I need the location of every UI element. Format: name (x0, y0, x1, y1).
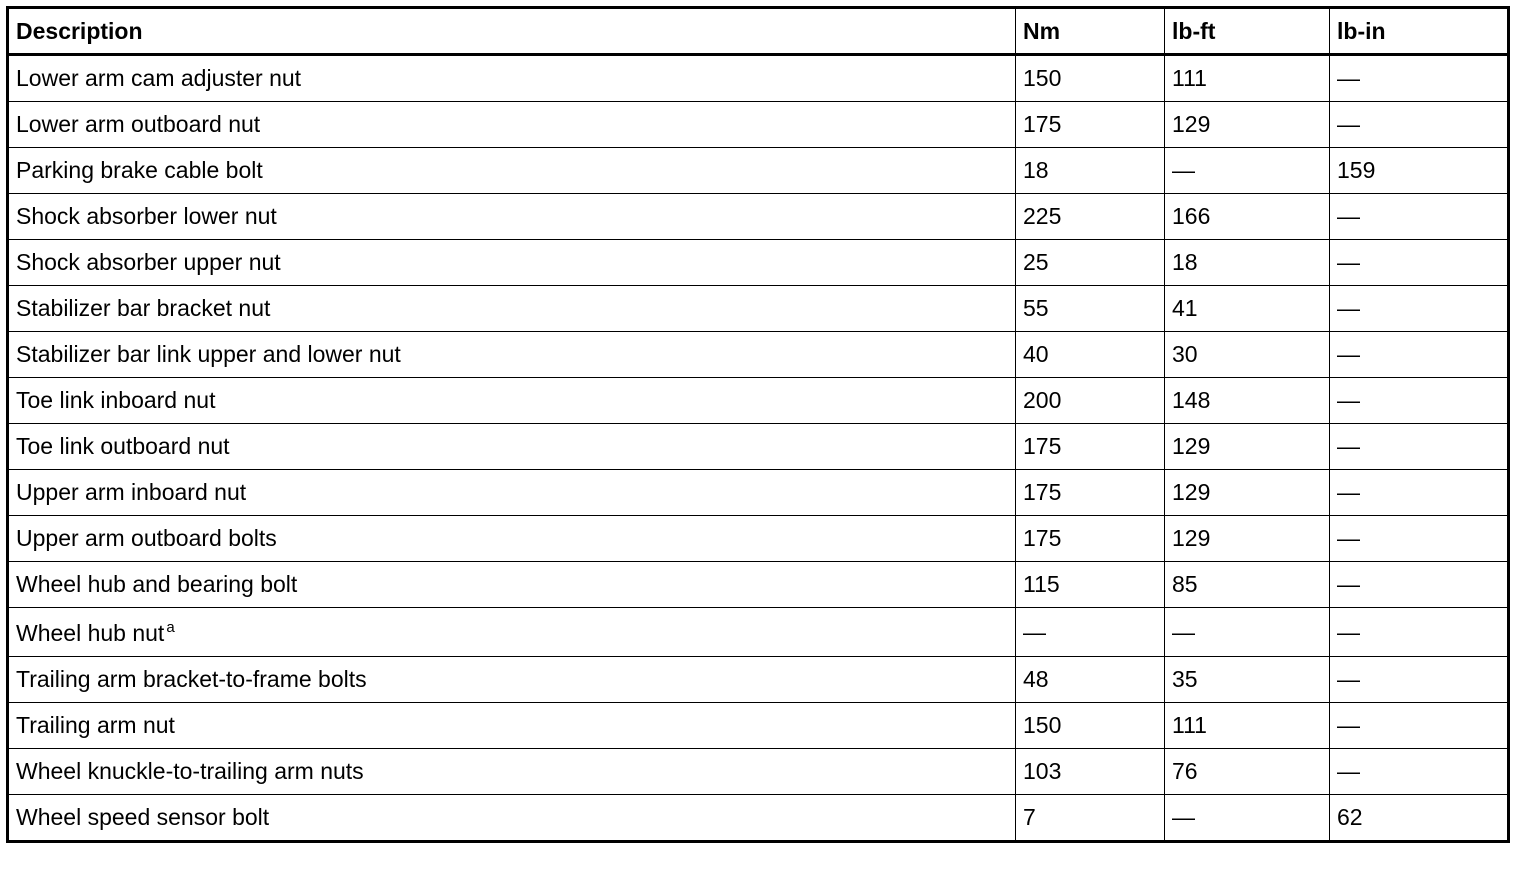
cell-description (8, 562, 1016, 608)
cell-lbft: 35 (1165, 657, 1330, 703)
cell-description (8, 55, 1016, 102)
table-row (8, 148, 1509, 194)
cell-description (8, 516, 1016, 562)
cell-lbft: 129 (1165, 102, 1330, 148)
cell-lbft: 166 (1165, 194, 1330, 240)
description-text: Parking brake cable bolt (16, 157, 263, 183)
description-text: Wheel hub nut (16, 619, 165, 646)
cell-lbft: 76 (1165, 749, 1330, 795)
table-row (8, 424, 1509, 470)
description-text: Trailing arm bracket-to-frame bolts (16, 666, 367, 692)
table-row (8, 470, 1509, 516)
cell-description (8, 749, 1016, 795)
cell-lbft: 129 (1165, 424, 1330, 470)
cell-lbft: 111 (1165, 55, 1330, 102)
cell-lbft: 30 (1165, 332, 1330, 378)
cell-lbft: 129 (1165, 516, 1330, 562)
header-description: Description (8, 8, 1016, 55)
cell-lbin: 62 (1330, 795, 1509, 842)
cell-lbft: — (1165, 148, 1330, 194)
cell-lbft: 85 (1165, 562, 1330, 608)
cell-nm: 103 (1016, 749, 1165, 795)
description-text: Upper arm inboard nut (16, 479, 247, 505)
description-text: Lower arm outboard nut (16, 111, 261, 137)
description-text: Stabilizer bar bracket nut (16, 295, 271, 321)
cell-lbin: — (1330, 703, 1509, 749)
table-row (8, 194, 1509, 240)
cell-lbin: 159 (1330, 148, 1509, 194)
cell-nm: 25 (1016, 240, 1165, 286)
cell-lbin: — (1330, 470, 1509, 516)
cell-nm: 55 (1016, 286, 1165, 332)
cell-description (8, 703, 1016, 749)
cell-description (8, 424, 1016, 470)
footnote-marker: a (166, 618, 175, 636)
cell-nm: 200 (1016, 378, 1165, 424)
cell-lbft: 148 (1165, 378, 1330, 424)
cell-nm: — (1016, 608, 1165, 657)
description-text: Upper arm outboard bolts (16, 525, 277, 551)
cell-nm: 150 (1016, 703, 1165, 749)
cell-description (8, 378, 1016, 424)
table-row (8, 240, 1509, 286)
cell-description (8, 795, 1016, 842)
description-text: Shock absorber upper nut (16, 249, 281, 275)
description-text: Lower arm cam adjuster nut (16, 65, 302, 91)
cell-lbft: 18 (1165, 240, 1330, 286)
cell-lbft: 41 (1165, 286, 1330, 332)
description-text: Toe link inboard nut (16, 387, 216, 413)
cell-lbin: — (1330, 102, 1509, 148)
cell-nm: 175 (1016, 424, 1165, 470)
cell-lbin: — (1330, 332, 1509, 378)
description-text: Wheel hub and bearing bolt (16, 571, 298, 597)
cell-lbin: — (1330, 55, 1509, 102)
cell-nm: 150 (1016, 55, 1165, 102)
table-row (8, 562, 1509, 608)
description-text: Wheel knuckle-to-trailing arm nuts (16, 758, 364, 784)
cell-description (8, 194, 1016, 240)
description-text: Shock absorber lower nut (16, 203, 277, 229)
table-row (8, 286, 1509, 332)
cell-description (8, 102, 1016, 148)
cell-description (8, 332, 1016, 378)
description-text: Stabilizer bar link upper and lower nut (16, 341, 401, 367)
cell-description (8, 148, 1016, 194)
cell-nm: 115 (1016, 562, 1165, 608)
cell-lbin: — (1330, 240, 1509, 286)
header-lbin: lb-in (1330, 8, 1509, 55)
cell-lbft: 129 (1165, 470, 1330, 516)
header-nm: Nm (1016, 8, 1165, 55)
cell-lbin: — (1330, 749, 1509, 795)
description-text: Trailing arm nut (16, 712, 175, 738)
cell-nm: 18 (1016, 148, 1165, 194)
cell-lbin: — (1330, 516, 1509, 562)
table-row (8, 102, 1509, 148)
table-row (8, 378, 1509, 424)
cell-lbin: — (1330, 378, 1509, 424)
cell-lbft: — (1165, 795, 1330, 842)
cell-nm: 175 (1016, 102, 1165, 148)
cell-lbin: — (1330, 424, 1509, 470)
cell-nm: 175 (1016, 470, 1165, 516)
cell-description (8, 240, 1016, 286)
cell-nm: 48 (1016, 657, 1165, 703)
cell-lbin: — (1330, 194, 1509, 240)
cell-description (8, 657, 1016, 703)
table-row (8, 516, 1509, 562)
table-row (8, 749, 1509, 795)
header-lbft: lb-ft (1165, 8, 1330, 55)
cell-lbin: — (1330, 286, 1509, 332)
cell-description (8, 470, 1016, 516)
cell-nm: 7 (1016, 795, 1165, 842)
table-row (8, 795, 1509, 842)
cell-lbft: — (1165, 608, 1330, 657)
torque-spec-table (6, 6, 1510, 843)
cell-nm: 40 (1016, 332, 1165, 378)
cell-lbin: — (1330, 657, 1509, 703)
table-row (8, 703, 1509, 749)
table-row (8, 55, 1509, 102)
cell-nm: 225 (1016, 194, 1165, 240)
table-row (8, 608, 1509, 657)
cell-description (8, 286, 1016, 332)
cell-nm: 175 (1016, 516, 1165, 562)
table-header-row (8, 8, 1509, 55)
description-text: Toe link outboard nut (16, 433, 230, 459)
cell-lbft: 111 (1165, 703, 1330, 749)
cell-lbin: — (1330, 608, 1509, 657)
table-row (8, 657, 1509, 703)
cell-description (8, 608, 1016, 657)
description-text: Wheel speed sensor bolt (16, 804, 270, 830)
table-row (8, 332, 1509, 378)
cell-lbin: — (1330, 562, 1509, 608)
